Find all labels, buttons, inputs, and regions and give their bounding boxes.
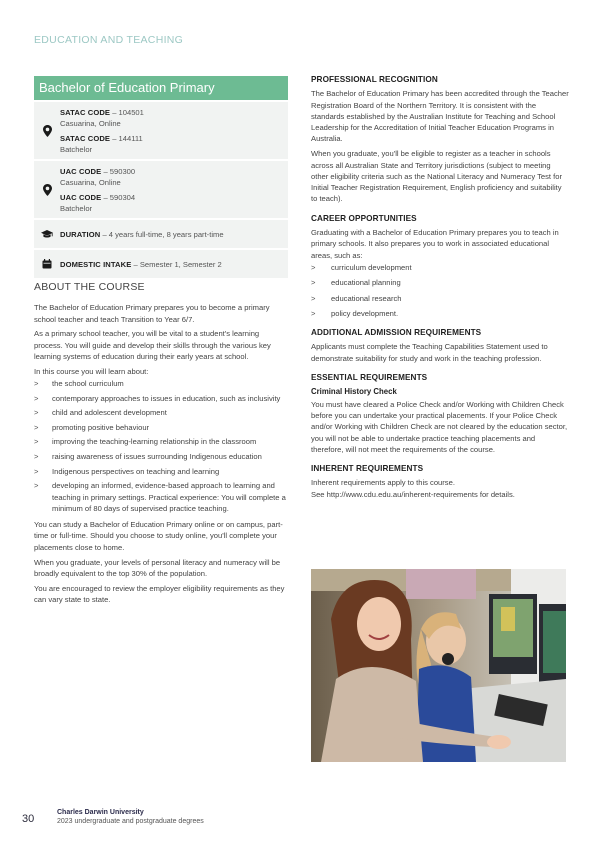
paragraph: You must have cleared a Police Check and/or Working with Children Check before you can undertake your practical placements. If your Police Check and/or Working with Children Check are not cleared by the education sector, you will not be able to undertake practice teaching placements and therefore, will not meet the requirements of the course. [311, 399, 568, 454]
course-title: Bachelor of Education Primary [34, 76, 288, 100]
section-heading: PROFESSIONAL RECOGNITION [311, 75, 438, 84]
list-item: > educational research [311, 293, 402, 303]
list-item: > contemporary approaches to issues in education, such as inclusivity [34, 393, 281, 403]
about-paragraph: When you graduate, your levels of personal literacy and numeracy will be broadly equivalent to the top 30% of the population. [34, 557, 281, 578]
career-section [311, 213, 569, 319]
satac-codes-row [34, 102, 288, 159]
about-paragraph: You are encouraged to review the employer eligibility requirements as they can vary state to state. [34, 583, 285, 604]
footer-publication: 2023 undergraduate and postgraduate degrees [57, 818, 204, 825]
uac-codes-row [34, 161, 288, 218]
about-paragraph: As a primary school teacher, you will be vital to a student's learning process. You will guide and develop their skills through the various key learning systems of education during their early years at school. [34, 329, 271, 361]
subheading: Criminal History Check [311, 387, 397, 397]
code-value: – 590300 [103, 167, 136, 176]
list-item: > raising awareness of issues surrounding Indigenous education [34, 452, 262, 462]
duration-value: – 4 years full-time, 8 years part-time [102, 229, 224, 239]
code-location: Batchelor [60, 204, 93, 213]
list-item: > educational planning [311, 278, 401, 288]
list-item: > policy development. [311, 308, 399, 318]
essential-requirements-section [311, 372, 569, 455]
list-item: > child and adolescent development [34, 408, 167, 418]
paragraph: The Bachelor of Education Primary has been accredited through the Teacher Registration Board of the Northern Territory. It is consistent with the standards established by the Australian Institute for Teaching and School Leadership for the Accreditation of Initial Teacher Education Programs in Australia. [311, 89, 569, 144]
intake-label: DOMESTIC INTAKE [60, 259, 132, 269]
section-tag: EDUCATION AND TEACHING [34, 34, 184, 46]
career-list [311, 262, 569, 319]
inherent-requirements-link[interactable]: See http://www.cdu.edu.au/inherent-requirements for details. [311, 489, 515, 499]
page-number: 30 [22, 813, 35, 825]
code-location: Batchelor [60, 145, 93, 154]
list-item: > promoting positive behaviour [34, 422, 150, 432]
location-pin-icon [34, 125, 60, 137]
paragraph: Graduating with a Bachelor of Education Primary prepares you to teach in primary schools. It also prepares you to work in associated educational areas, such as: [311, 228, 559, 260]
calendar-icon [34, 259, 60, 269]
section-heading: ESSENTIAL REQUIREMENTS [311, 373, 428, 383]
location-pin-icon [34, 184, 60, 196]
course-info-box [34, 76, 288, 280]
list-item: > the school curriculum [34, 379, 124, 389]
list-item: > Indigenous perspectives on teaching and learning [34, 466, 220, 476]
graduation-cap-icon [34, 230, 60, 239]
additional-admission-section [311, 327, 569, 364]
duration-label: DURATION [60, 229, 101, 239]
list-item: > developing an informed, evidence-based approach to learning and teaching in primary settings. Practical experience: You will complete a minimum of 80 days of supervised practice teaching. [34, 481, 286, 513]
about-paragraph: The Bachelor of Education Primary prepares you to become a primary school teacher and teach Transition to Year 6/7. [34, 303, 270, 324]
section-heading: ADDITIONAL ADMISSION REQUIREMENTS [311, 328, 482, 338]
about-paragraph: In this course you will learn about: [34, 366, 149, 376]
code-location: Casuarina, Online [60, 119, 121, 128]
about-section [34, 282, 286, 609]
paragraph: Inherent requirements apply to this course. [311, 478, 455, 488]
code-label: UAC CODE [60, 167, 102, 176]
section-heading: CAREER OPPORTUNITIES [311, 213, 417, 223]
learn-about-list [34, 378, 286, 514]
code-label: SATAC CODE [60, 134, 111, 143]
code-label: UAC CODE [60, 193, 102, 202]
about-paragraph: You can study a Bachelor of Education Primary online or on campus, part-time or full-time. Should you choose to study online, you'll complete your placements close to home. [34, 520, 283, 552]
intake-row [34, 250, 288, 278]
paragraph: When you graduate, you'll be eligible to register as a teacher in schools across all Australian State and Territory jurisdictions (subject to meeting other eligibility criteria such as the National Literacy and Numeracy Test for Initial Teacher Registration Requirement, English proficiency and suitability to teach). [311, 149, 562, 204]
code-label: SATAC CODE [60, 108, 111, 117]
right-column [311, 74, 569, 508]
about-heading: ABOUT THE COURSE [34, 281, 145, 293]
list-item: > improving the teaching-learning relationship in the classroom [34, 437, 257, 447]
code-value: – 144111 [112, 134, 143, 143]
code-value: – 104501 [112, 108, 144, 117]
inherent-requirements-section [311, 463, 569, 500]
classroom-photo [311, 569, 566, 762]
list-item: > curriculum development [311, 262, 412, 272]
paragraph: Applicants must complete the Teaching Capabilities Statement used to demonstrate suitability for study and work in the teaching profession. [311, 342, 548, 363]
code-value: – 590304 [103, 193, 136, 202]
footer-university: Charles Darwin University [57, 809, 144, 816]
section-heading: INHERENT REQUIREMENTS [311, 464, 424, 474]
intake-value: – Semester 1, Semester 2 [133, 259, 222, 269]
professional-recognition-section [311, 74, 569, 205]
duration-row [34, 220, 288, 248]
code-location: Casuarina, Online [60, 178, 121, 187]
